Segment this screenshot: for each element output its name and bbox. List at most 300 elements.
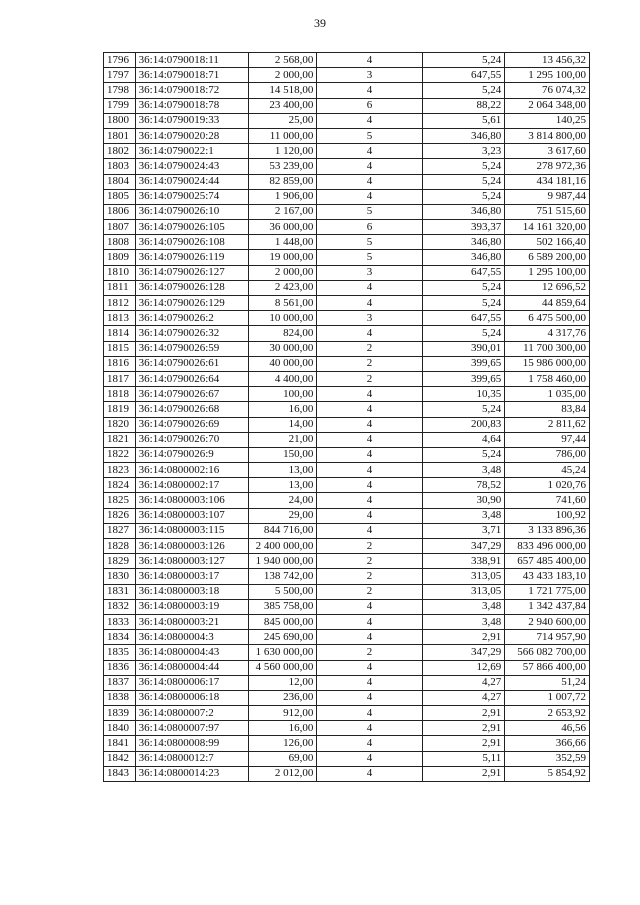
- rate-cell: 5,24: [422, 280, 505, 295]
- rate-cell: 200,83: [422, 417, 505, 432]
- row-number-cell: 1833: [104, 614, 136, 629]
- row-number-cell: 1841: [104, 736, 136, 751]
- category-cell: 2: [317, 584, 422, 599]
- row-number-cell: 1828: [104, 539, 136, 554]
- rate-cell: 12,69: [422, 660, 505, 675]
- table-row: [104, 554, 590, 569]
- area-cell: 40 000,00: [248, 356, 316, 371]
- value-cell: 3 133 896,36: [505, 523, 590, 538]
- cadastral-number-cell: 36:14:0790026:59: [135, 341, 248, 356]
- category-cell: 4: [317, 387, 422, 402]
- table-row: [104, 356, 590, 371]
- value-cell: 3 814 800,00: [505, 128, 590, 143]
- row-number-cell: 1803: [104, 159, 136, 174]
- row-number-cell: 1829: [104, 554, 136, 569]
- area-cell: 2 167,00: [248, 204, 316, 219]
- category-cell: 5: [317, 250, 422, 265]
- area-cell: 912,00: [248, 706, 316, 721]
- category-cell: 4: [317, 280, 422, 295]
- area-cell: 14,00: [248, 417, 316, 432]
- table-row: [104, 766, 590, 781]
- value-cell: 1 342 437,84: [505, 599, 590, 614]
- area-cell: 19 000,00: [248, 250, 316, 265]
- rate-cell: 346,80: [422, 235, 505, 250]
- value-cell: 833 496 000,00: [505, 539, 590, 554]
- category-cell: 4: [317, 751, 422, 766]
- cadastral-number-cell: 36:14:0790026:64: [135, 371, 248, 386]
- category-cell: 2: [317, 539, 422, 554]
- value-cell: 57 866 400,00: [505, 660, 590, 675]
- rate-cell: 5,24: [422, 296, 505, 311]
- table-row: [104, 341, 590, 356]
- category-cell: 4: [317, 402, 422, 417]
- cadastral-number-cell: 36:14:0790026:68: [135, 402, 248, 417]
- category-cell: 4: [317, 690, 422, 705]
- value-cell: 714 957,90: [505, 630, 590, 645]
- page-number: 39: [314, 16, 326, 30]
- row-number-cell: 1815: [104, 341, 136, 356]
- table-row: [104, 371, 590, 386]
- value-cell: 1 035,00: [505, 387, 590, 402]
- category-cell: 4: [317, 174, 422, 189]
- area-cell: 16,00: [248, 721, 316, 736]
- area-cell: 2 012,00: [248, 766, 316, 781]
- cadastral-number-cell: 36:14:0800003:18: [135, 584, 248, 599]
- area-cell: 13,00: [248, 463, 316, 478]
- value-cell: 1 295 100,00: [505, 265, 590, 280]
- rate-cell: 4,27: [422, 690, 505, 705]
- area-cell: 1 940 000,00: [248, 554, 316, 569]
- area-cell: 12,00: [248, 675, 316, 690]
- value-cell: 100,92: [505, 508, 590, 523]
- cadastral-number-cell: 36:14:0790025:74: [135, 189, 248, 204]
- area-cell: 2 423,00: [248, 280, 316, 295]
- area-cell: 5 500,00: [248, 584, 316, 599]
- category-cell: 4: [317, 53, 422, 68]
- category-cell: 4: [317, 113, 422, 128]
- value-cell: 786,00: [505, 447, 590, 462]
- table-row: [104, 417, 590, 432]
- area-cell: 1 448,00: [248, 235, 316, 250]
- row-number-cell: 1819: [104, 402, 136, 417]
- row-number-cell: 1830: [104, 569, 136, 584]
- table-row: [104, 539, 590, 554]
- rate-cell: 346,80: [422, 250, 505, 265]
- area-cell: 10 000,00: [248, 311, 316, 326]
- rate-cell: 5,61: [422, 113, 505, 128]
- rate-cell: 3,48: [422, 599, 505, 614]
- value-cell: 13 456,32: [505, 53, 590, 68]
- row-number-cell: 1823: [104, 463, 136, 478]
- value-cell: 2 064 348,00: [505, 98, 590, 113]
- table-row: [104, 523, 590, 538]
- value-cell: 43 433 183,10: [505, 569, 590, 584]
- table-row: [104, 235, 590, 250]
- table-row: [104, 508, 590, 523]
- cadastral-number-cell: 36:14:0790018:78: [135, 98, 248, 113]
- value-cell: 566 082 700,00: [505, 645, 590, 660]
- cadastral-number-cell: 36:14:0800003:107: [135, 508, 248, 523]
- table-row: [104, 584, 590, 599]
- cadastral-number-cell: 36:14:0800012:7: [135, 751, 248, 766]
- cadastral-number-cell: 36:14:0800008:99: [135, 736, 248, 751]
- row-number-cell: 1814: [104, 326, 136, 341]
- rate-cell: 647,55: [422, 68, 505, 83]
- category-cell: 4: [317, 478, 422, 493]
- cadastral-number-cell: 36:14:0790026:108: [135, 235, 248, 250]
- row-number-cell: 1837: [104, 675, 136, 690]
- area-cell: 1 120,00: [248, 144, 316, 159]
- value-cell: 5 854,92: [505, 766, 590, 781]
- cadastral-number-cell: 36:14:0800003:126: [135, 539, 248, 554]
- area-cell: 1 630 000,00: [248, 645, 316, 660]
- cadastral-number-cell: 36:14:0790026:129: [135, 296, 248, 311]
- table-row: [104, 53, 590, 68]
- row-number-cell: 1826: [104, 508, 136, 523]
- table-row: [104, 675, 590, 690]
- category-cell: 4: [317, 675, 422, 690]
- value-cell: 97,44: [505, 432, 590, 447]
- row-number-cell: 1839: [104, 706, 136, 721]
- rate-cell: 5,24: [422, 189, 505, 204]
- value-cell: 6 475 500,00: [505, 311, 590, 326]
- table-row: [104, 630, 590, 645]
- table-row: [104, 645, 590, 660]
- rate-cell: 346,80: [422, 204, 505, 219]
- category-cell: 4: [317, 614, 422, 629]
- value-cell: 15 986 000,00: [505, 356, 590, 371]
- category-cell: 4: [317, 630, 422, 645]
- value-cell: 14 161 320,00: [505, 220, 590, 235]
- row-number-cell: 1843: [104, 766, 136, 781]
- row-number-cell: 1825: [104, 493, 136, 508]
- cadastral-number-cell: 36:14:0800007:97: [135, 721, 248, 736]
- category-cell: 4: [317, 523, 422, 538]
- area-cell: 53 239,00: [248, 159, 316, 174]
- row-number-cell: 1804: [104, 174, 136, 189]
- cadastral-number-cell: 36:14:0800014:23: [135, 766, 248, 781]
- row-number-cell: 1842: [104, 751, 136, 766]
- rate-cell: 647,55: [422, 311, 505, 326]
- value-cell: 741,60: [505, 493, 590, 508]
- cadastral-number-cell: 36:14:0790026:70: [135, 432, 248, 447]
- rate-cell: 5,24: [422, 83, 505, 98]
- table-row: [104, 751, 590, 766]
- table-row: [104, 159, 590, 174]
- category-cell: 6: [317, 220, 422, 235]
- value-cell: 45,24: [505, 463, 590, 478]
- cadastral-number-cell: 36:14:0800006:17: [135, 675, 248, 690]
- area-cell: 36 000,00: [248, 220, 316, 235]
- row-number-cell: 1796: [104, 53, 136, 68]
- rate-cell: 2,91: [422, 721, 505, 736]
- cadastral-number-cell: 36:14:0790018:71: [135, 68, 248, 83]
- rate-cell: 2,91: [422, 706, 505, 721]
- row-number-cell: 1806: [104, 204, 136, 219]
- table-row: [104, 128, 590, 143]
- area-cell: 23 400,00: [248, 98, 316, 113]
- cadastral-number-cell: 36:14:0800004:43: [135, 645, 248, 660]
- table-row: [104, 280, 590, 295]
- table-row: [104, 98, 590, 113]
- value-cell: 1 758 460,00: [505, 371, 590, 386]
- category-cell: 4: [317, 463, 422, 478]
- cadastral-number-cell: 36:14:0790026:61: [135, 356, 248, 371]
- cadastral-number-cell: 36:14:0790020:28: [135, 128, 248, 143]
- rate-cell: 393,37: [422, 220, 505, 235]
- rate-cell: 78,52: [422, 478, 505, 493]
- row-number-cell: 1816: [104, 356, 136, 371]
- category-cell: 4: [317, 189, 422, 204]
- value-cell: 1 721 775,00: [505, 584, 590, 599]
- area-cell: 2 400 000,00: [248, 539, 316, 554]
- table-row: [104, 493, 590, 508]
- area-cell: 236,00: [248, 690, 316, 705]
- cadastral-number-cell: 36:14:0790026:105: [135, 220, 248, 235]
- row-number-cell: 1820: [104, 417, 136, 432]
- area-cell: 13,00: [248, 478, 316, 493]
- value-cell: 9 987,44: [505, 189, 590, 204]
- cadastral-number-cell: 36:14:0790026:69: [135, 417, 248, 432]
- table-row: [104, 250, 590, 265]
- table-row: [104, 296, 590, 311]
- value-cell: 11 700 300,00: [505, 341, 590, 356]
- cadastral-number-cell: 36:14:0800003:21: [135, 614, 248, 629]
- table-row: [104, 83, 590, 98]
- area-cell: 30 000,00: [248, 341, 316, 356]
- rate-cell: 347,29: [422, 539, 505, 554]
- area-cell: 2 000,00: [248, 68, 316, 83]
- value-cell: 2 811,62: [505, 417, 590, 432]
- value-cell: 2 653,92: [505, 706, 590, 721]
- row-number-cell: 1809: [104, 250, 136, 265]
- row-number-cell: 1802: [104, 144, 136, 159]
- cadastral-number-cell: 36:14:0790026:119: [135, 250, 248, 265]
- cadastral-number-cell: 36:14:0790026:127: [135, 265, 248, 280]
- cadastral-number-cell: 36:14:0800004:44: [135, 660, 248, 675]
- row-number-cell: 1821: [104, 432, 136, 447]
- value-cell: 1 020,76: [505, 478, 590, 493]
- rate-cell: 338,91: [422, 554, 505, 569]
- value-cell: 51,24: [505, 675, 590, 690]
- area-cell: 150,00: [248, 447, 316, 462]
- category-cell: 4: [317, 721, 422, 736]
- row-number-cell: 1808: [104, 235, 136, 250]
- rate-cell: 4,64: [422, 432, 505, 447]
- row-number-cell: 1818: [104, 387, 136, 402]
- cadastral-number-cell: 36:14:0800004:3: [135, 630, 248, 645]
- cadastral-number-cell: 36:14:0790024:43: [135, 159, 248, 174]
- rate-cell: 88,22: [422, 98, 505, 113]
- row-number-cell: 1798: [104, 83, 136, 98]
- cadastral-number-cell: 36:14:0800002:17: [135, 478, 248, 493]
- area-cell: 100,00: [248, 387, 316, 402]
- rate-cell: 390,01: [422, 341, 505, 356]
- rate-cell: 3,48: [422, 614, 505, 629]
- table-row: [104, 432, 590, 447]
- area-cell: 844 716,00: [248, 523, 316, 538]
- value-cell: 83,84: [505, 402, 590, 417]
- table-row: [104, 68, 590, 83]
- category-cell: 4: [317, 447, 422, 462]
- row-number-cell: 1812: [104, 296, 136, 311]
- category-cell: 2: [317, 371, 422, 386]
- area-cell: 385 758,00: [248, 599, 316, 614]
- rate-cell: 347,29: [422, 645, 505, 660]
- row-number-cell: 1827: [104, 523, 136, 538]
- category-cell: 6: [317, 98, 422, 113]
- row-number-cell: 1835: [104, 645, 136, 660]
- category-cell: 4: [317, 144, 422, 159]
- cadastral-number-cell: 36:14:0800006:18: [135, 690, 248, 705]
- table-row: [104, 721, 590, 736]
- category-cell: 3: [317, 68, 422, 83]
- category-cell: 3: [317, 265, 422, 280]
- category-cell: 4: [317, 159, 422, 174]
- value-cell: 12 696,52: [505, 280, 590, 295]
- row-number-cell: 1805: [104, 189, 136, 204]
- value-cell: 366,66: [505, 736, 590, 751]
- category-cell: 4: [317, 493, 422, 508]
- category-cell: 2: [317, 554, 422, 569]
- area-cell: 21,00: [248, 432, 316, 447]
- area-cell: 845 000,00: [248, 614, 316, 629]
- area-cell: 25,00: [248, 113, 316, 128]
- category-cell: 3: [317, 311, 422, 326]
- value-cell: 6 589 200,00: [505, 250, 590, 265]
- value-cell: 1 007,72: [505, 690, 590, 705]
- value-cell: 4 317,76: [505, 326, 590, 341]
- row-number-cell: 1800: [104, 113, 136, 128]
- table-row: [104, 706, 590, 721]
- area-cell: 8 561,00: [248, 296, 316, 311]
- rate-cell: 399,65: [422, 371, 505, 386]
- rate-cell: 3,23: [422, 144, 505, 159]
- row-number-cell: 1834: [104, 630, 136, 645]
- row-number-cell: 1838: [104, 690, 136, 705]
- table-row: [104, 690, 590, 705]
- row-number-cell: 1824: [104, 478, 136, 493]
- area-cell: 11 000,00: [248, 128, 316, 143]
- category-cell: 4: [317, 766, 422, 781]
- row-number-cell: 1836: [104, 660, 136, 675]
- cadastral-number-cell: 36:14:0790026:9: [135, 447, 248, 462]
- area-cell: 1 906,00: [248, 189, 316, 204]
- row-number-cell: 1799: [104, 98, 136, 113]
- cadastral-number-cell: 36:14:0800003:17: [135, 569, 248, 584]
- rate-cell: 5,24: [422, 53, 505, 68]
- category-cell: 4: [317, 508, 422, 523]
- rate-cell: 647,55: [422, 265, 505, 280]
- area-cell: 824,00: [248, 326, 316, 341]
- rate-cell: 399,65: [422, 356, 505, 371]
- row-number-cell: 1840: [104, 721, 136, 736]
- value-cell: 76 074,32: [505, 83, 590, 98]
- rate-cell: 5,24: [422, 402, 505, 417]
- cadastral-number-cell: 36:14:0790022:1: [135, 144, 248, 159]
- table-row: [104, 326, 590, 341]
- area-cell: 126,00: [248, 736, 316, 751]
- category-cell: 4: [317, 660, 422, 675]
- rate-cell: 5,24: [422, 447, 505, 462]
- table-row: [104, 189, 590, 204]
- category-cell: 5: [317, 235, 422, 250]
- table-row: [104, 660, 590, 675]
- cadastral-value-table: [103, 52, 590, 782]
- category-cell: 4: [317, 83, 422, 98]
- cadastral-number-cell: 36:14:0800003:115: [135, 523, 248, 538]
- area-cell: 29,00: [248, 508, 316, 523]
- value-cell: 352,59: [505, 751, 590, 766]
- table-row: [104, 387, 590, 402]
- category-cell: 4: [317, 326, 422, 341]
- table-row: [104, 478, 590, 493]
- value-cell: 657 485 400,00: [505, 554, 590, 569]
- table-row: [104, 447, 590, 462]
- table-row: [104, 311, 590, 326]
- cadastral-number-cell: 36:14:0790024:44: [135, 174, 248, 189]
- row-number-cell: 1810: [104, 265, 136, 280]
- value-cell: 434 181,16: [505, 174, 590, 189]
- table-row: [104, 174, 590, 189]
- rate-cell: 4,27: [422, 675, 505, 690]
- value-cell: 278 972,36: [505, 159, 590, 174]
- row-number-cell: 1801: [104, 128, 136, 143]
- cadastral-number-cell: 36:14:0800003:19: [135, 599, 248, 614]
- row-number-cell: 1797: [104, 68, 136, 83]
- category-cell: 4: [317, 736, 422, 751]
- row-number-cell: 1832: [104, 599, 136, 614]
- category-cell: 4: [317, 296, 422, 311]
- cadastral-number-cell: 36:14:0790026:32: [135, 326, 248, 341]
- row-number-cell: 1831: [104, 584, 136, 599]
- rate-cell: 5,24: [422, 159, 505, 174]
- value-cell: 44 859,64: [505, 296, 590, 311]
- category-cell: 2: [317, 356, 422, 371]
- rate-cell: 5,11: [422, 751, 505, 766]
- category-cell: 2: [317, 645, 422, 660]
- value-cell: 140,25: [505, 113, 590, 128]
- row-number-cell: 1822: [104, 447, 136, 462]
- cadastral-number-cell: 36:14:0790018:11: [135, 53, 248, 68]
- value-cell: 3 617,60: [505, 144, 590, 159]
- area-cell: 16,00: [248, 402, 316, 417]
- category-cell: 2: [317, 569, 422, 584]
- value-cell: 502 166,40: [505, 235, 590, 250]
- rate-cell: 313,05: [422, 569, 505, 584]
- cadastral-number-cell: 36:14:0790026:10: [135, 204, 248, 219]
- area-cell: 245 690,00: [248, 630, 316, 645]
- rate-cell: 10,35: [422, 387, 505, 402]
- area-cell: 69,00: [248, 751, 316, 766]
- area-cell: 2 000,00: [248, 265, 316, 280]
- table-row: [104, 599, 590, 614]
- row-number-cell: 1817: [104, 371, 136, 386]
- row-number-cell: 1813: [104, 311, 136, 326]
- cadastral-number-cell: 36:14:0800003:127: [135, 554, 248, 569]
- rate-cell: 346,80: [422, 128, 505, 143]
- cadastral-number-cell: 36:14:0790026:67: [135, 387, 248, 402]
- table-row: [104, 614, 590, 629]
- table-body: [104, 53, 590, 782]
- category-cell: 2: [317, 341, 422, 356]
- table-row: [104, 144, 590, 159]
- category-cell: 4: [317, 599, 422, 614]
- cadastral-number-cell: 36:14:0790026:128: [135, 280, 248, 295]
- rate-cell: 3,48: [422, 463, 505, 478]
- table-row: [104, 569, 590, 584]
- table-row: [104, 220, 590, 235]
